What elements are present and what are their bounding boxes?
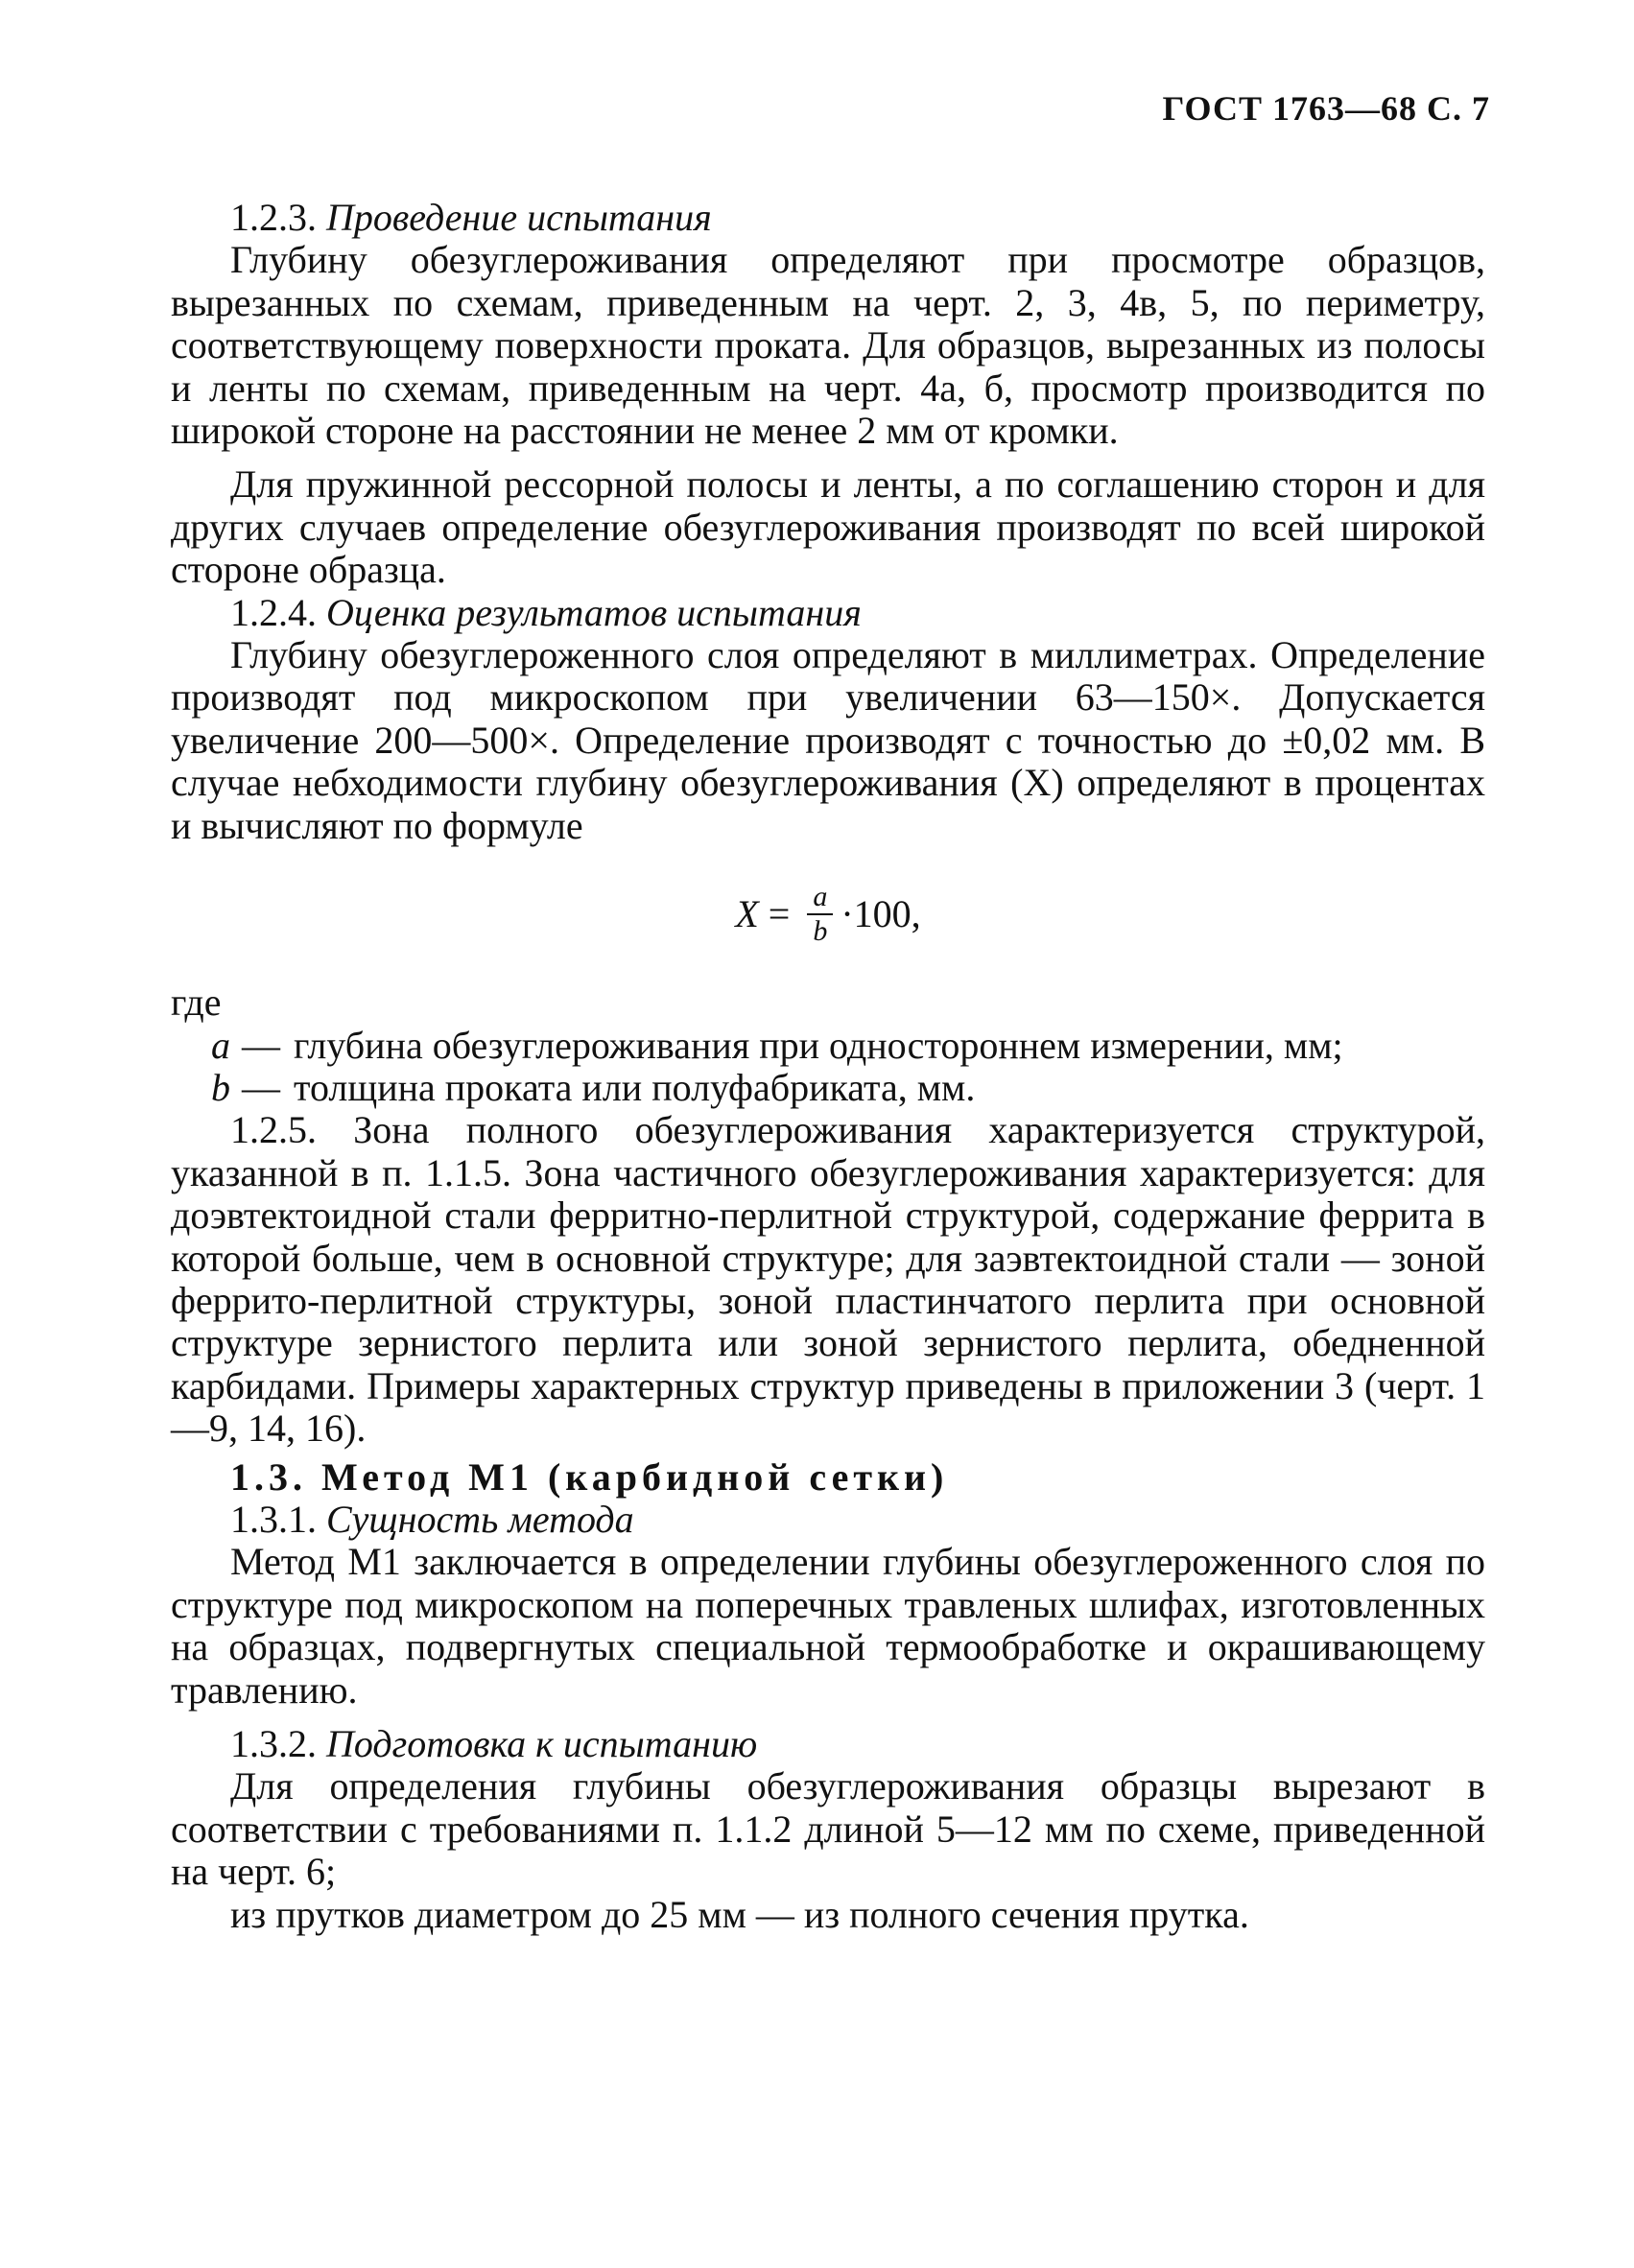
where-item-b bbox=[171, 1067, 1485, 1109]
section-number: 1.3.2. bbox=[230, 1722, 317, 1765]
where-item-a bbox=[171, 1025, 1485, 1067]
formula-lhs: X bbox=[735, 891, 759, 935]
fraction-numerator: a bbox=[807, 881, 833, 915]
where-label: где bbox=[171, 980, 222, 1025]
formula-equals: = bbox=[768, 891, 791, 935]
formula bbox=[171, 847, 1485, 981]
section-title: Сущность метода bbox=[326, 1497, 634, 1541]
paragraph: Глубину обезуглероженного слоя определяют в миллиметрах. Определение производят под микроскопом при увеличении 63—150×. Допускается увеличение 200—500×. Определение производят с точностью до ±0,02 мм. В случае небходимости глубину обезуглероживания (X) определяют в процентах и вычисляют по формуле bbox=[171, 633, 1485, 847]
section-1-2-3-heading bbox=[171, 197, 1485, 239]
section-title: Оценка результатов испытания bbox=[326, 590, 862, 634]
section-number: 1.3.1. bbox=[230, 1497, 317, 1541]
paragraph: из прутков диаметром до 25 мм — из полного сечения прутка. bbox=[230, 1892, 1249, 1936]
section-number: 1.2.3. bbox=[230, 196, 317, 239]
paragraph: Глубину обезуглероживания определяют при просмотре образцов, вырезанных по схемам, приведенным на черт. 2, 3, 4в, 5, по периметру, соответствующему поверхности проката. Для образцов, вырезанных из полосы и ленты по схемам, приведенным на черт. 4а, б, просмотр производится по широкой стороне на расстоянии не менее 2 мм от кромки. bbox=[171, 238, 1485, 453]
paragraph: Для определения глубины обезуглероживания образцы вырезают в соответствии с требованиями п. 1.1.2 длиной 5—12 мм по схеме, приведенной на черт. 6; bbox=[171, 1764, 1485, 1894]
section-number: 1.2.4. bbox=[230, 590, 317, 634]
running-header: ГОСТ 1763—68 С. 7 bbox=[1162, 89, 1490, 128]
where-text: толщина проката или полуфабриката, мм. bbox=[294, 1065, 976, 1109]
formula-fraction bbox=[807, 881, 833, 948]
where-dash: — bbox=[242, 1023, 280, 1067]
formula-rhs: ·100, bbox=[841, 891, 921, 935]
where-symbol: b bbox=[211, 1065, 230, 1109]
section-title: Проведение испытания bbox=[326, 196, 712, 239]
where-symbol: a bbox=[211, 1023, 230, 1067]
where-dash: — bbox=[242, 1065, 280, 1109]
section-title: Подготовка к испытанию bbox=[326, 1722, 758, 1765]
section-1-3-1-heading bbox=[171, 1499, 1485, 1541]
paragraph: Метод М1 заключается в определении глубины обезуглероженного слоя по структуре под микроскопом на поперечных травленых шлифах, изготовленных на образцах, подвергнутых специальной термообработке и окрашивающему травлению. bbox=[171, 1540, 1485, 1712]
section-1-2-4-heading bbox=[171, 592, 1485, 634]
paragraph: Для пружинной рессорной полосы и ленты, а по соглашению сторон и для других случаев определение обезуглероживания производят по всей широкой стороне образца. bbox=[171, 462, 1485, 592]
section-1-3-2-heading bbox=[171, 1723, 1485, 1765]
section-1-3-heading: 1.3. Метод М1 (карбидной сетки) bbox=[230, 1454, 949, 1499]
where-text: глубина обезуглероживания при одностороннем измерении, мм; bbox=[294, 1023, 1343, 1067]
paragraph: 1.2.5. Зона полного обезуглероживания характеризуется структурой, указанной в п. 1.1.5. Зона частичного обезуглероживания характеризуется: для доэвтектоидной стали ферритно-перлитной структурой, содержание феррита в которой больше, чем в основной структуре; для заэвтектоидной стали — зоной феррито-перлитной структуры, зоной пластинчатого перлита при основной структуре зернистого перлита или зоной зернистого перлита, обедненной карбидами. Примеры характерных структур приведены в приложении 3 (черт. 1—9, 14, 16). bbox=[171, 1108, 1485, 1451]
document-body bbox=[171, 197, 1485, 1936]
fraction-denominator: b bbox=[813, 915, 828, 948]
